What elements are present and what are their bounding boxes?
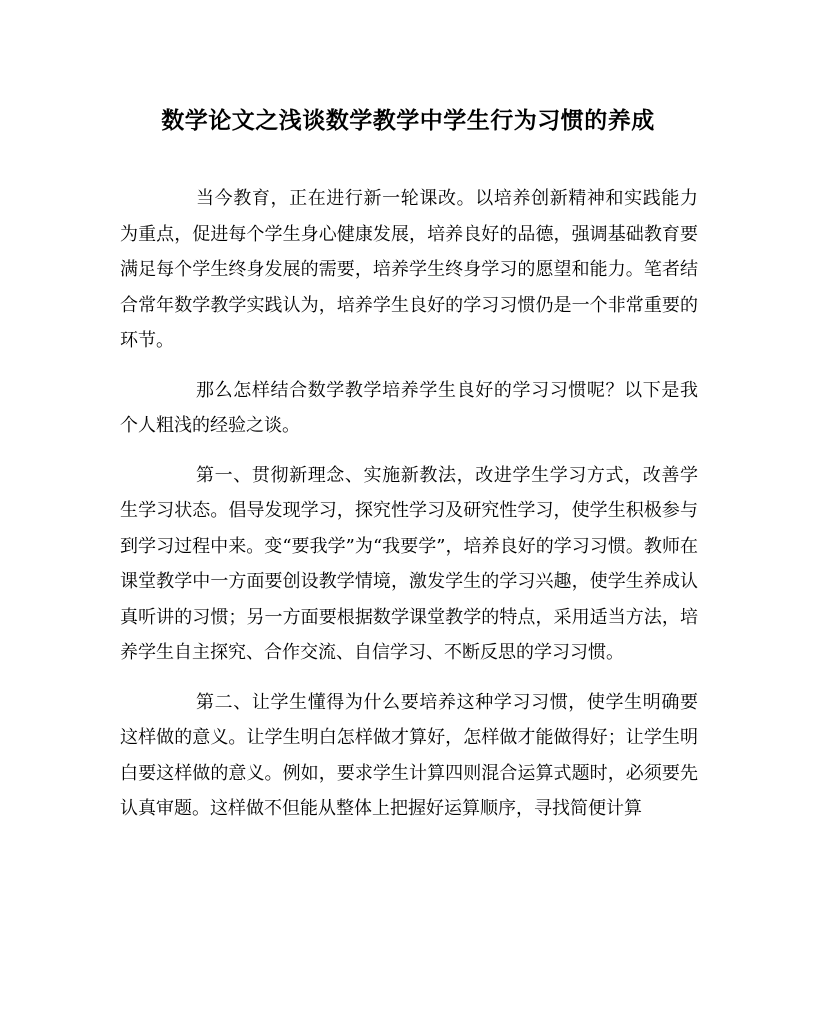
paragraph-1: 当今教育，正在进行新一轮课改。以培养创新精神和实践能力为重点，促进每个学生身心健康发展，培养良好的品德，强调基础教育要满足每个学生终身发展的需要，培养学生终身学习的愿望和能力。笔者结合常年数学教学实践认为，培养学生良好的学习习惯仍是一个非常重要的环节。 xyxy=(120,188,698,351)
paragraph-3: 第一、贯彻新理念、实施新教法，改进学生学习方式，改善学生学习状态。倡导发现学习，探究性学习及研究性学习，使学生积极参与到学习过程中来。变“要我学”为“我要学”，培养良好的学习习惯。教师在课堂教学中一方面要创设教学情境，激发学生的学习兴趣，使学生养成认真听讲的习惯；另一方面要根据数学课堂教学的特点，采用适当方法，培养学生自主探究、合作交流、自信学习、不断反思的学习习惯。 xyxy=(120,464,698,663)
document-title: 数学论文之浅谈数学教学中学生行为习惯的养成 xyxy=(161,107,655,134)
paragraph-2: 那么怎样结合数学教学培养学生良好的学习习惯呢？以下是我个人粗浅的经验之谈。 xyxy=(120,379,698,436)
paragraph-4: 第二、让学生懂得为什么要培养这种学习习惯，使学生明确要这样做的意义。让学生明白怎样做才算好，怎样做才能做得好；让学生明白要这样做的意义。例如，要求学生计算四则混合运算式题时，必须要先认真审题。这样做不但能从整体上把握好运算顺序，寻找简便计算 xyxy=(120,691,698,819)
document-body xyxy=(120,181,698,841)
